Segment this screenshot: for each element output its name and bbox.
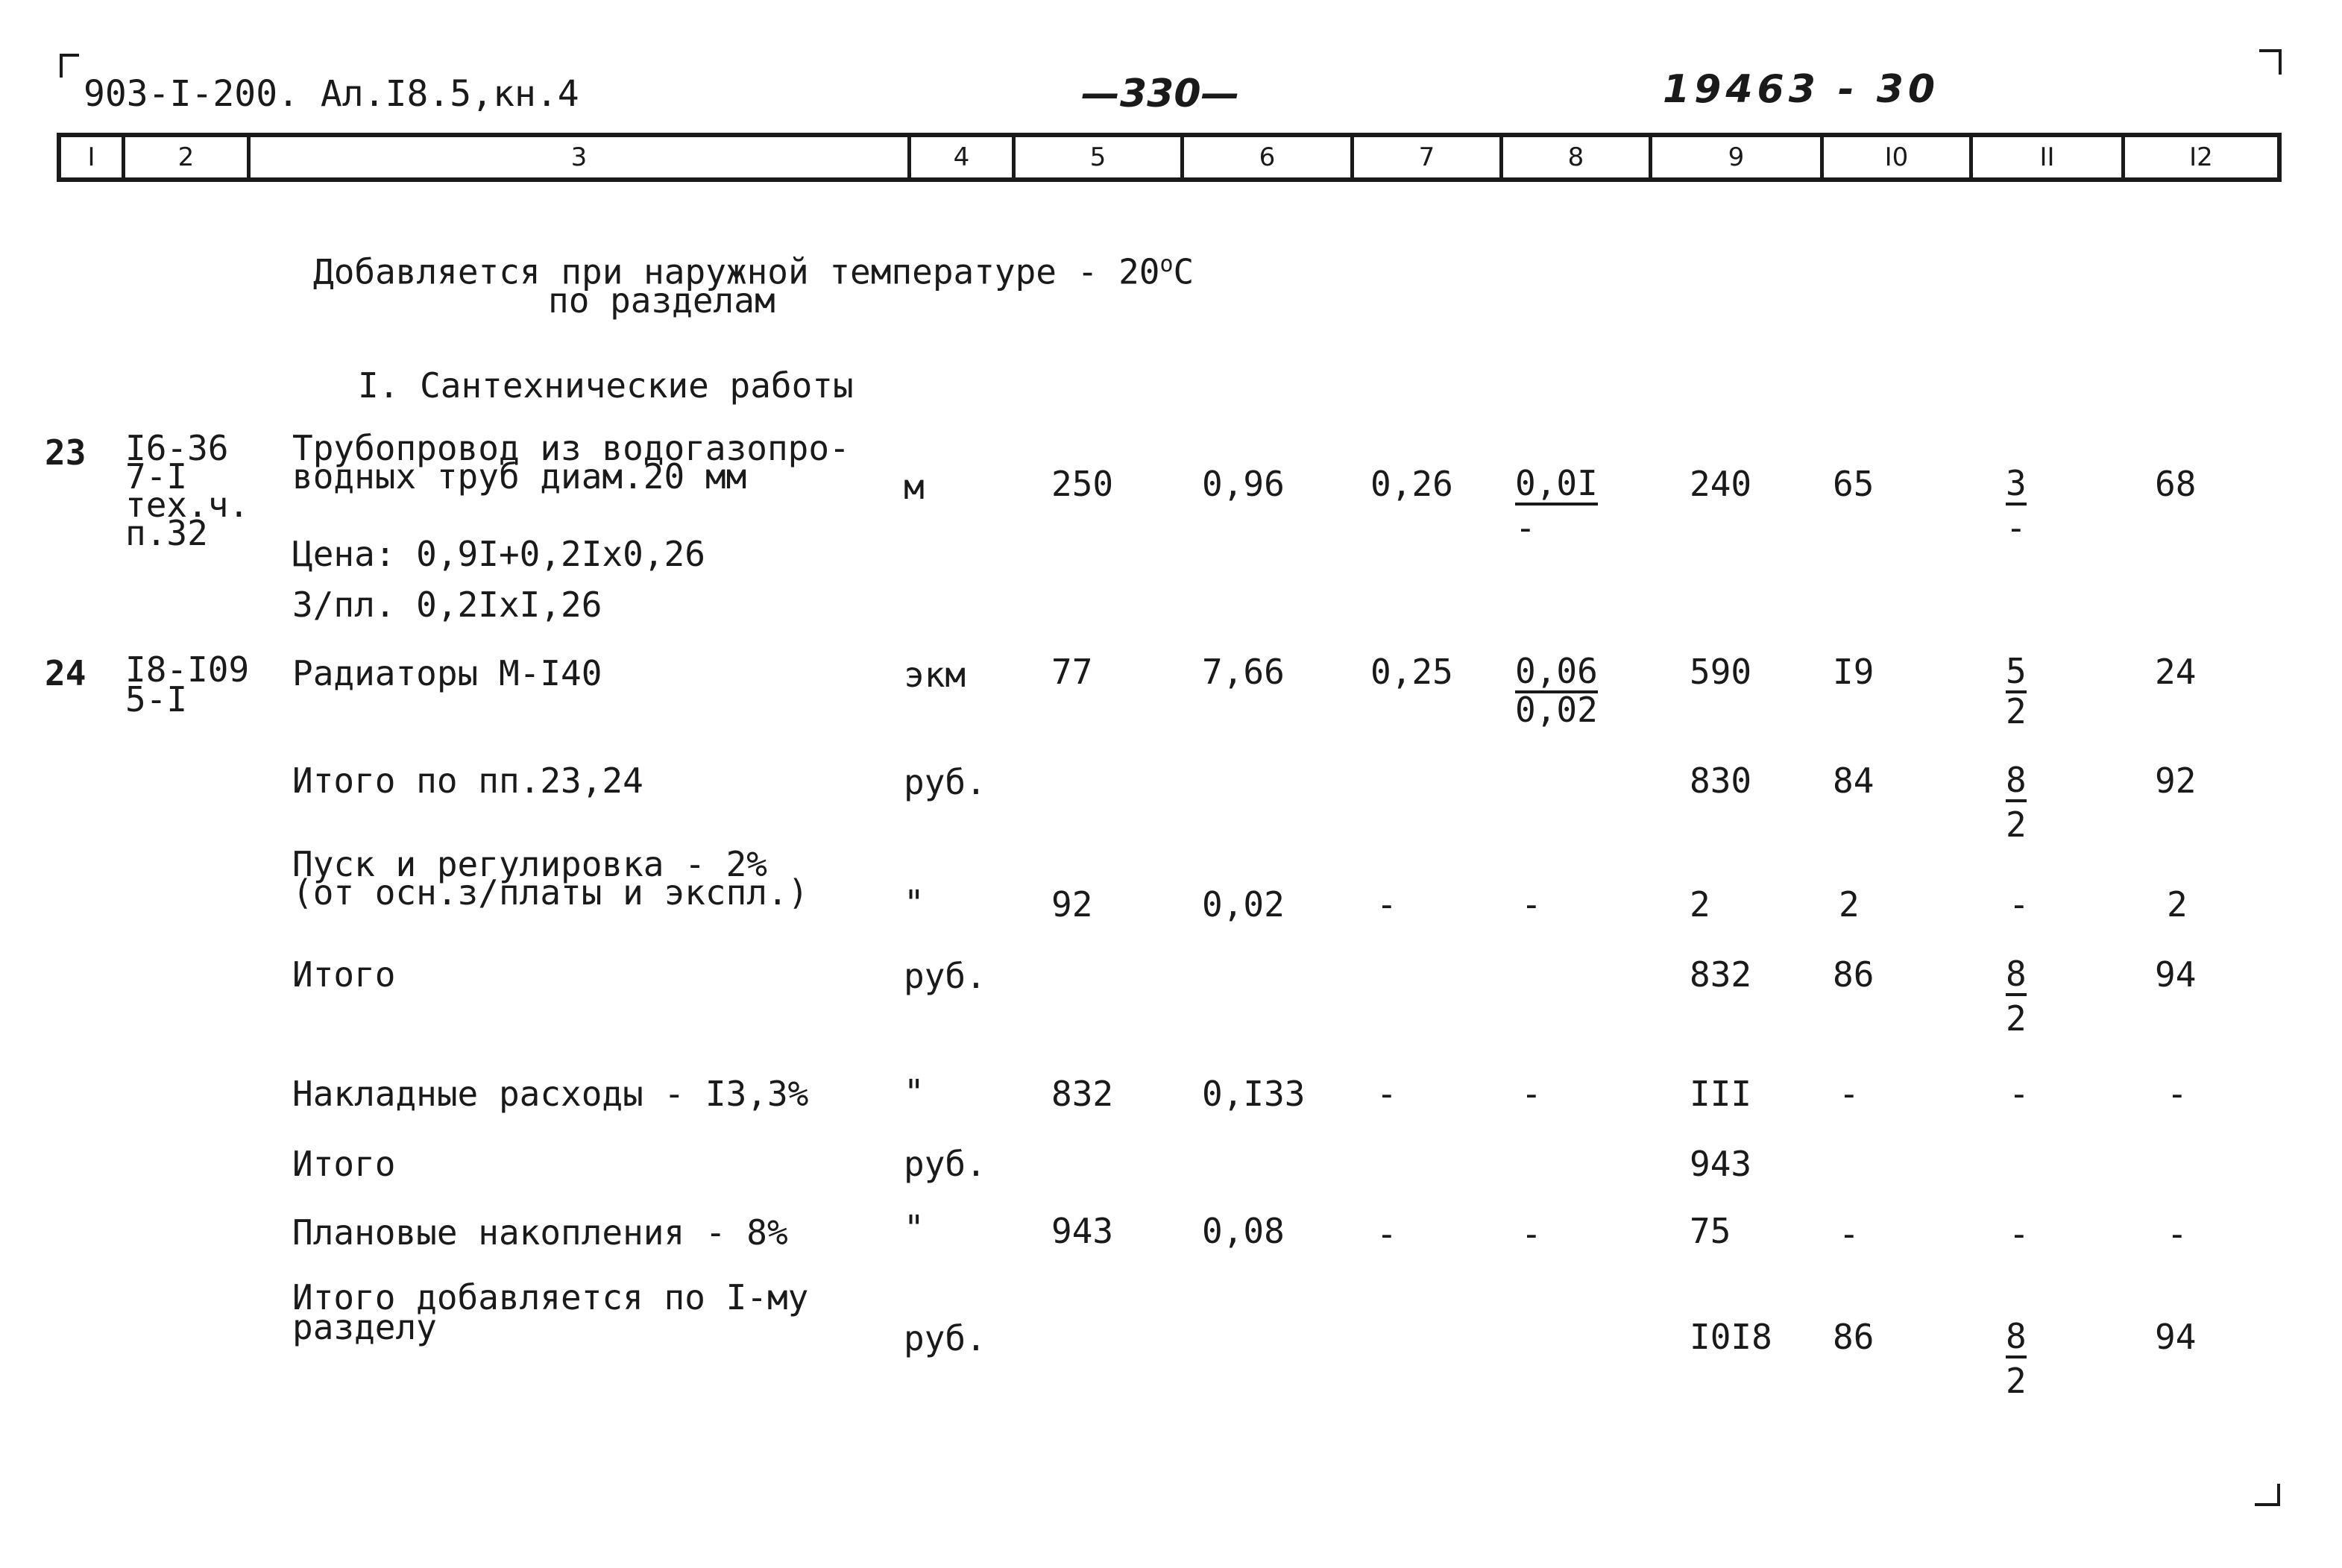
total-machine-cost: -	[2009, 1074, 2030, 1114]
total-wages: 84	[1833, 761, 1874, 801]
unit: "	[904, 1072, 925, 1112]
column-number: I0	[1824, 137, 1973, 177]
total-machine-cost: -	[2009, 1214, 2030, 1254]
column-number: 3	[251, 137, 911, 177]
labour: 2	[2167, 884, 2188, 925]
column-number: 7	[1354, 137, 1503, 177]
item-description: Радиаторы М-I40	[292, 653, 602, 693]
corner-mark-top-left	[60, 54, 79, 78]
norm-code: I6-36 7-I тех.ч. п.32	[125, 428, 250, 553]
total-machine-cost: 3 -	[2006, 463, 2027, 548]
wage-formula: З/пл. 0,2IхI,26	[292, 585, 602, 625]
unit: руб.	[904, 956, 986, 996]
wage-cost: -	[1376, 884, 1397, 925]
total-cost: 75	[1690, 1211, 1731, 1251]
total-machine-cost: $\frac{8}{2}$	[2006, 1316, 2027, 1401]
handwritten-reference: 19463 - 30	[1663, 67, 1940, 112]
machine-cost: -	[1521, 1074, 1542, 1114]
row-number: 24	[45, 653, 86, 693]
column-number: II	[1973, 137, 2125, 177]
total-wages: 2	[1839, 884, 1860, 925]
labour: 68	[2155, 464, 2197, 504]
unit: руб.	[904, 1318, 986, 1358]
column-number: 5	[1016, 137, 1184, 177]
total-cost: 830	[1690, 761, 1752, 801]
column-number: 2	[125, 137, 251, 177]
column-number: 8	[1503, 137, 1652, 177]
labour: 94	[2155, 1317, 2197, 1357]
column-number: 4	[911, 137, 1016, 177]
column-number: 6	[1184, 137, 1354, 177]
quantity: 943	[1051, 1211, 1114, 1251]
unit: руб.	[904, 762, 986, 802]
column-number: I	[61, 137, 125, 177]
machine-cost: -	[1521, 1214, 1542, 1254]
wage-cost: 0,25	[1370, 652, 1453, 692]
machine-cost: 0,0I -	[1515, 463, 1598, 548]
quantity: 832	[1051, 1074, 1114, 1114]
labour: 94	[2155, 954, 2197, 995]
table-subtitle: по разделам	[548, 280, 775, 321]
corner-mark-bottom-right	[2255, 1484, 2280, 1506]
total-wages: I9	[1833, 652, 1874, 692]
item-description: Трубопровод из водогазопро- водных труб диам.20 мм	[292, 428, 850, 497]
quantity: 92	[1051, 884, 1093, 925]
item-description: Плановые накопления - 8%	[292, 1212, 788, 1253]
wage-cost: -	[1376, 1074, 1397, 1114]
unit-cost: 7,66	[1202, 652, 1285, 692]
unit: руб.	[904, 1144, 986, 1184]
labour: -	[2167, 1214, 2188, 1254]
quantity: 250	[1051, 464, 1114, 504]
column-number-header	[57, 133, 2282, 182]
section-total-label: Итого добавляется по I-му разделу	[292, 1277, 809, 1347]
norm-code: I8-I09 5-I	[125, 649, 250, 720]
unit: "	[904, 883, 925, 923]
unit: м	[904, 467, 925, 507]
total-machine-cost: $\frac{8}{2}$	[2006, 954, 2027, 1039]
row-number: 23	[45, 432, 86, 473]
unit-cost: 0,02	[1202, 884, 1285, 925]
unit-cost: 0,08	[1202, 1211, 1285, 1251]
total-machine-cost: $\frac{5}{2}$	[2006, 651, 2027, 731]
total-cost: 590	[1690, 652, 1752, 692]
total-wages: 86	[1833, 1317, 1874, 1357]
total-machine-cost: -	[2009, 884, 2030, 925]
wage-cost: 0,26	[1370, 464, 1453, 504]
unit: экм	[904, 655, 966, 695]
page-number: —330—	[1081, 72, 1240, 116]
section-heading: I. Сантехнические работы	[358, 365, 854, 406]
quantity: 77	[1051, 652, 1093, 692]
total-wages: 65	[1833, 464, 1874, 504]
subtotal-label: Итого по пп.23,24	[292, 761, 643, 801]
document-code: 903-I-200. Ал.I8.5,кн.4	[84, 73, 579, 115]
price-formula: Цена: 0,9I+0,2Iх0,26	[292, 534, 705, 574]
total-wages: -	[1839, 1214, 1860, 1254]
total-wages: -	[1839, 1074, 1860, 1114]
wage-cost: -	[1376, 1214, 1397, 1254]
total-cost: 240	[1690, 464, 1752, 504]
total-cost: I0I8	[1690, 1317, 1772, 1357]
machine-cost: -	[1521, 884, 1542, 925]
column-number: I2	[2189, 142, 2213, 172]
total-machine-cost: $\frac{8}{2}$	[2006, 760, 2027, 845]
labour: 24	[2155, 652, 2197, 692]
total-cost: 2	[1690, 884, 1710, 925]
total-cost: 832	[1690, 954, 1752, 995]
subtotal-label: Итого	[292, 954, 396, 995]
corner-mark-top-right	[2259, 49, 2282, 75]
labour: -	[2167, 1074, 2188, 1114]
unit-cost: 0,96	[1202, 464, 1285, 504]
machine-cost: $\frac{0,06}{0,02}$	[1515, 651, 1598, 730]
total-wages: 86	[1833, 954, 1874, 995]
item-description: Накладные расходы - I3,3%	[292, 1074, 809, 1114]
table-title: Добавляется при наружной температуре - $20^оС$	[313, 251, 1194, 292]
column-number: 9	[1652, 137, 1824, 177]
total-cost: III	[1690, 1074, 1752, 1114]
labour: 92	[2155, 761, 2197, 801]
item-description: Пуск и регулировка - 2% (от осн.з/платы и экспл.)	[292, 844, 809, 913]
subtotal-label: Итого	[292, 1144, 396, 1184]
unit-cost: 0,I33	[1202, 1074, 1306, 1114]
total-cost: 943	[1690, 1144, 1752, 1184]
unit: "	[904, 1208, 925, 1248]
